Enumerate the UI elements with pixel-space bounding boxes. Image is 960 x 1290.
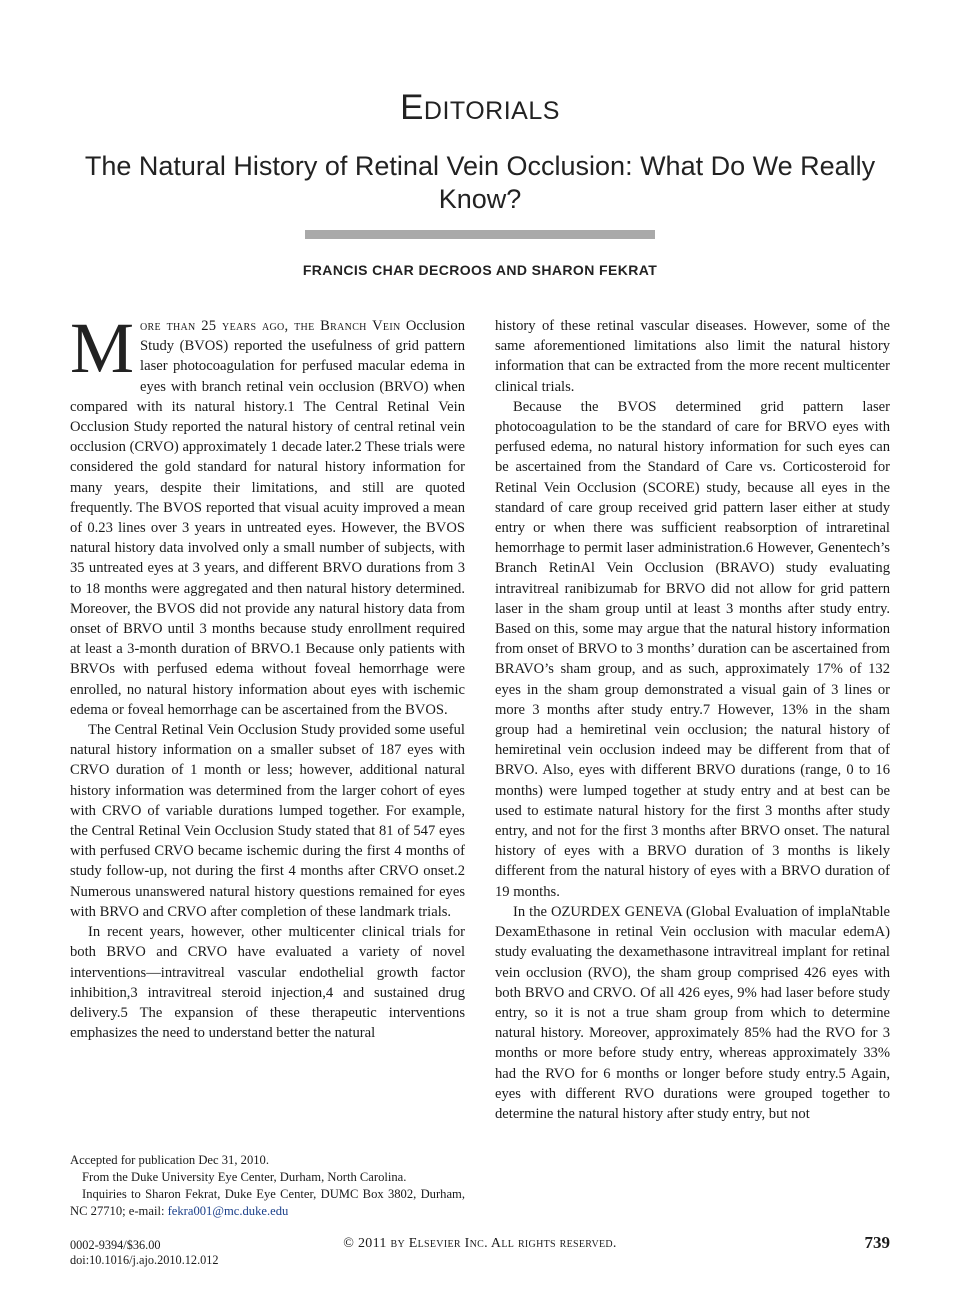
email-link[interactable]: fekra001@mc.duke.edu [167,1204,289,1218]
left-column [70,316,465,1138]
left-paragraph-1 [70,316,465,720]
footnotes [70,1152,465,1220]
title-rule [305,230,655,239]
right-paragraph-2: Because the BVOS determined grid pattern laser photocoagulation to be the standard of care for BRVO eyes with perfused edema, no natural history information for such eyes can be ascertained from the Standard of Care vs. Corticosteroid for Retinal Vein Occlusion (SCORE) study, because all eyes in the standard of care group received grid pattern laser either at study entry or when there was sufficient reabsorption of intraretinal hemorrhage to permit laser administration.6 However, Genentech’s Branch RetinAl Vein Occlusion (BRAVO) study evaluating intravitreal ranibizumab for BRVO did not allow for grid pattern laser in the sham group until at least 3 months after study entry. Based on this, some may argue that the natural history information from onset of BRVO to 3 months’ duration can be ascertained from BRAVO’s sham group, and as such, approximately 17% of 132 eyes in the sham group demonstrated a visual gain of 3 lines or more 3 months after study entry.7 However, 13% in the sham group had a hemiretinal vein occlusion; the natural history of hemiretinal vein occlusion indeed may be different from that of BRVO. Also, eyes with different BRVO durations (range, 0 to 16 months) were lumped together at study entry and at best can be used to estimate natural history for the first 3 months after study entry, and not for the first 3 months after BRVO onset. The natural history of eyes with a BRVO duration of 3 months is likely different from the natural history of eyes with a BRVO duration of 19 months. [495,398,890,900]
copyright: © 2011 by Elsevier Inc. All rights reserved. [343,1236,617,1251]
lead-in: ore than 25 years ago, the Branch Vein [140,318,401,334]
issn: 0002-9394/$36.00 [70,1238,161,1252]
left-paragraph-3: In recent years, however, other multicenter clinical trials for both BRVO and CRVO have evaluated a variety of novel interventions—intravitreal vascular endothelial growth factor inhibition,3 intravitreal steroid injection,4 and sustained drug delivery.5 The expansion of these therapeutic interventions emphasizes the need to understand better the natural [70,924,465,1042]
section-heading: Editorials [400,88,560,127]
page-number: 739 [864,1233,890,1252]
article-authors: FRANCIS CHAR DECROOS AND SHARON FEKRAT [302,262,658,278]
footnote-inquiries-text: Inquiries to Sharon Fekrat, Duke Eye Center, DUMC Box 3802, Durham, NC 27710; e-mail: [70,1187,465,1218]
drop-cap: M [70,316,135,388]
footnote-affiliation: From the Duke University Eye Center, Durham, North Carolina. [82,1170,407,1184]
right-paragraph-3: In the OZURDEX GENEVA (Global Evaluation of implaNtable DexamEthasone in retinal Vein occlusion with macular edemA) study evaluating the dexamethasone intravitreal implant for retinal vein occlusion (RVO), the sham group comprised 426 eyes with both BRVO and CRVO. Of all 426 eyes, 9% had laser before study entry, so it is not a true sham group from which to determine natural history. Moreover, approximately 85% had the RVO for 3 months or more before study entry, whereas approximately 33% had the RVO for 6 months or longer before study entry.5 Again, eyes with different RVO durations were grouped together to determine the natural history after study entry, but not [495,903,890,1122]
footnote-inquiries [70,1186,465,1220]
right-column [495,316,890,1216]
doi: doi:10.1016/j.ajo.2010.12.012 [70,1253,219,1267]
article-title: The Natural History of Retinal Vein Occlusion: What Do We Really Know? [84,151,876,214]
left-paragraph-2: The Central Retinal Vein Occlusion Study provided some useful natural history information on a smaller subset of 187 eyes with CRVO duration of 1 month or less; however, additional natural history information was determined from the larger cohort of eyes with CRVO of variable durations lumped together. For example, the Central Retinal Vein Occlusion Study stated that 81 of 547 eyes with perfused CRVO became ischemic during the first 4 months of study follow-up, not during the first 4 months after CRVO onset.2 Numerous unanswered natural history questions remained for eyes with BRVO and CRVO after completion of these landmark trials. [70,722,465,920]
left-paragraph-1-text: Occlusion Study (BVOS) reported the usefulness of grid pattern laser photocoagulation for perfused macular edema in eyes with branch retinal vein occlusion (BRVO) when compared with its natural history.1 The Central Retinal Vein Occlusion Study reported the natural history of central retinal vein occlusion (CRVO) approximately 1 decade later.2 These trials were considered the gold standard for natural history information for many years, despite their limitations, and still are quoted frequently. The BVOS reported that visual acuity improved a mean of 0.23 lines over 3 years in untreated eyes. However, the BVOS natural history data involved only a small number of subjects, with 35 untreated eyes at 3 years, and different BRVO durations from 3 to 18 months were aggregated and then natural history determined. Moreover, the BVOS did not provide any natural history data from onset of BRVO until 3 months because study enrollment required at least a 3-month duration of BRVO.1 Because only patients with BRVOs with perfused edema without foveal hemorrhage were enrolled, no natural history information about eyes with ischemic edema or foveal hemorrhage can be ascertained from the BVOS. [70,318,465,718]
footnote-accepted: Accepted for publication Dec 31, 2010. [70,1153,269,1167]
right-paragraph-1: history of these retinal vascular diseases. However, some of the same aforementioned limitations also limit the natural history information that can be extracted from the more recent multicenter clinical trials. [495,318,890,395]
